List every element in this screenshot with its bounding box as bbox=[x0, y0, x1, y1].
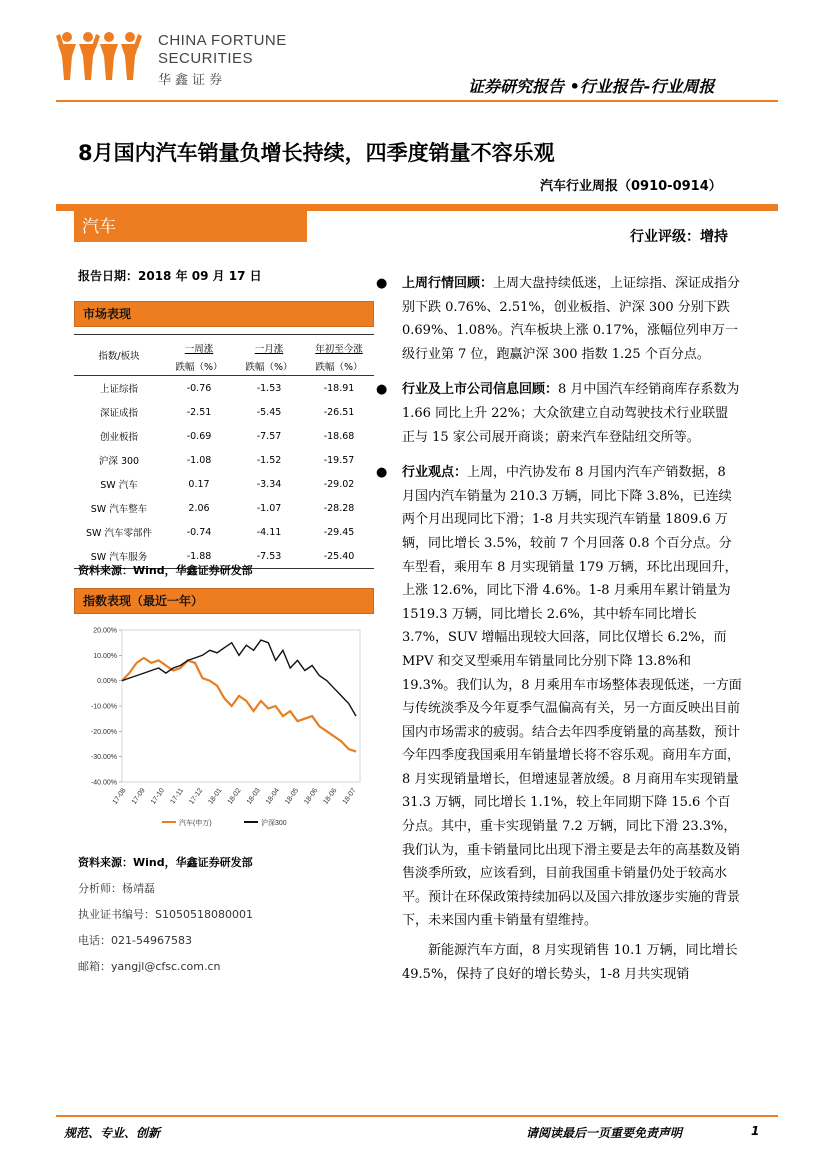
main-content bbox=[372, 272, 742, 986]
logo-name-en-2: SECURITIES bbox=[158, 50, 254, 67]
cell-ytd: -26.51 bbox=[323, 406, 355, 418]
bullet-label: 行业及上市公司信息回顾： bbox=[402, 382, 559, 398]
x-tick-label: 18-02 bbox=[226, 787, 243, 806]
x-tick-label: 17-11 bbox=[169, 787, 186, 806]
table-row bbox=[74, 520, 374, 544]
table-row bbox=[74, 496, 374, 520]
analyst-phone: 电话：021-54967583 bbox=[78, 934, 192, 947]
header-divider bbox=[56, 100, 778, 102]
cell-name: 上证综指 bbox=[99, 384, 138, 395]
col-header-ytd-line1: 年初至今涨 bbox=[315, 344, 363, 355]
x-tick-label: 18-04 bbox=[264, 787, 281, 806]
y-tick-label: -20.00% bbox=[90, 728, 117, 736]
x-tick-label: 18-01 bbox=[207, 787, 224, 806]
page-title: 8月国内汽车销量负增长持续，四季度销量不容乐观 bbox=[78, 141, 555, 165]
bullet-text bbox=[402, 378, 742, 449]
analyst-email: 邮箱：yangjl@cfsc.com.cn bbox=[78, 960, 221, 973]
analyst-license: 执业证书编号：S1050518080001 bbox=[78, 908, 253, 921]
x-tick-label: 18-03 bbox=[245, 787, 262, 806]
cell-week: 0.17 bbox=[188, 478, 210, 490]
bullet-icon: ● bbox=[376, 465, 388, 481]
x-tick-label: 18-06 bbox=[322, 787, 339, 806]
col-header-name: 指数/板块 bbox=[98, 351, 140, 362]
bullet-body: 上周大盘持续低迷，上证综指、深证成指分别下跌 0.76%、2.51%，创业板指、沪深 300 分别下跌 0.69%、1.08%。汽车板块上涨 0.17%，涨幅位列申万一级行业第 7 位，跑赢沪深 300 指数 1.25 个百分点。 bbox=[402, 276, 741, 362]
chart-source: 资料来源：Wind，华鑫证券研发部 bbox=[78, 856, 253, 869]
x-tick-label: 18-07 bbox=[341, 787, 358, 806]
x-tick-label: 18-05 bbox=[284, 787, 301, 806]
cell-month: -1.53 bbox=[256, 382, 282, 394]
cell-name: 深证成指 bbox=[99, 408, 138, 419]
y-tick-label: 10.00% bbox=[93, 652, 117, 660]
x-tick-label: 17-10 bbox=[149, 787, 166, 806]
col-header-week bbox=[164, 335, 234, 358]
y-tick-label: 20.00% bbox=[93, 627, 117, 635]
col-header-ytd bbox=[304, 335, 374, 358]
cell-name: 沪深 300 bbox=[98, 456, 140, 467]
cell-ytd: -28.28 bbox=[323, 502, 355, 514]
page-subtitle: 汽车行业周报（0910-0914） bbox=[540, 179, 722, 194]
x-tick-label: 18-06 bbox=[303, 787, 320, 806]
bullet-body: 上周，中汽协发布 8 月国内汽车产销数据，8 月国内汽车销量为 210.3 万辆，同比下降 3.8%，已连续两个月出现同比下滑；1-8 月共实现汽车销量 1809.6 万辆，同比增长 3.5%，较前 7 个月回落 0.8 个百分点。分车型看，乘用车 8 月实现销量 179 万辆，环比出现回升，上涨 12.6%，同比下滑 4.6%。1-8 月乘用车累计销量为 1519.3 万辆，同比增长 2.6%，其中轿车同比增长 3.7%，SUV 增幅出现较大回落，同比仅增长 6.2%，而 MPV 和交叉型乘用车销量同比分别下降 13.8%和 19.3%。我们认为，8 月乘用车市场整体表现低迷，一方面与传统淡季及今年夏季气温偏高有关，另一方面反映出目前国内市场需求的疲弱。结合去年四季度销量的高基数，预计今年四季度我国乘用车销量增长将不容乐观。商用车方面，8 月实现销量增长，但增速显著放缓。8 月商用车实现销量 31.3 万辆，同比增长 1.1%，较上年同期下降 15.6 个百分点。其中，重卡实现销量 7.2 万辆，同比下滑 23.3%，我们认为，重卡销量同比出现下滑主要是去年的高基数及销售淡季所致，应该看到，目前我国重卡销量仍处于较高水平。预计在环保政策持续加码以及国六排放逐步实施的背景下，未来国内重卡销量有望维持。 bbox=[402, 465, 742, 929]
series-line-1 bbox=[122, 640, 356, 716]
col-header-ytd-line2: 跌幅（%） bbox=[315, 362, 363, 373]
cell-week: -0.74 bbox=[186, 526, 212, 538]
sector-label: 汽车 bbox=[82, 217, 116, 237]
cell-week: 2.06 bbox=[188, 502, 210, 514]
logo-name-cn: 华鑫证券 bbox=[158, 73, 227, 88]
y-tick-label: -30.00% bbox=[90, 754, 117, 762]
y-tick-label: 0.00% bbox=[97, 678, 117, 686]
cell-name: 创业板指 bbox=[99, 432, 138, 443]
cell-ytd: -25.40 bbox=[323, 550, 355, 562]
cell-week: -0.76 bbox=[186, 382, 212, 394]
bullet-text bbox=[402, 461, 742, 933]
logo-name-en-1: CHINA FORTUNE bbox=[158, 32, 287, 49]
bullet-text bbox=[402, 272, 742, 366]
bullet-icon: ● bbox=[376, 382, 388, 398]
cell-week: -2.51 bbox=[186, 406, 212, 418]
bullet-icon: ● bbox=[376, 276, 388, 291]
paragraph-nev: 新能源汽车方面，8 月实现销售 10.1 万辆，同比增长 49.5%，保持了良好的增长势头，1-8 月共实现销 bbox=[402, 943, 738, 982]
bullet-market-review bbox=[372, 272, 742, 366]
legend-label: 沪深300 bbox=[261, 820, 287, 827]
table-row bbox=[74, 472, 374, 496]
cell-ytd: -29.02 bbox=[323, 478, 355, 490]
table-row bbox=[74, 376, 374, 401]
bullet-industry-view bbox=[372, 461, 742, 933]
cell-name: SW 汽车整车 bbox=[90, 504, 148, 515]
bullet-body: 8 月中国汽车经销商库存系数为 1.66 同比上升 22%；大众欲建立自动驾驶技术行业联盟 正与 15 家公司展开商谈；蔚来汽车登陆纽交所等。 bbox=[402, 382, 740, 445]
cell-name: SW 汽车 bbox=[100, 480, 138, 491]
x-tick-label: 17-09 bbox=[130, 787, 147, 806]
footer-slogan: 规范、专业、创新 bbox=[64, 1126, 161, 1140]
market-table bbox=[74, 334, 374, 569]
bullet-label: 行业观点： bbox=[402, 465, 468, 481]
col-header-week-line2: 跌幅（%） bbox=[175, 362, 223, 373]
page-number: 1 bbox=[751, 1124, 760, 1138]
cell-ytd: -29.45 bbox=[323, 526, 355, 538]
cell-month: -1.07 bbox=[256, 502, 282, 514]
table-row bbox=[74, 400, 374, 424]
cell-name: SW 汽车零部件 bbox=[86, 528, 152, 539]
report-date: 报告日期：2018 年 09 月 17 日 bbox=[78, 269, 262, 283]
cell-name: SW 汽车服务 bbox=[90, 552, 148, 563]
index-chart bbox=[74, 620, 374, 835]
series-line-0 bbox=[122, 658, 356, 752]
cell-month: -1.52 bbox=[256, 454, 282, 466]
cell-month: -3.34 bbox=[256, 478, 282, 490]
table-row bbox=[74, 448, 374, 472]
cell-month: -5.45 bbox=[256, 406, 282, 418]
index-chart-svg bbox=[74, 620, 374, 835]
index-chart-header: 指数表现（最近一年） bbox=[74, 588, 374, 614]
footer-divider bbox=[56, 1115, 778, 1117]
y-tick-label: -40.00% bbox=[90, 779, 117, 787]
company-logo bbox=[56, 28, 142, 84]
bullet-industry-news bbox=[372, 378, 742, 449]
cell-ytd: -19.57 bbox=[323, 454, 355, 466]
industry-rating: 行业评级：增持 bbox=[630, 229, 728, 245]
logo-figures-icon bbox=[56, 28, 142, 84]
table-row bbox=[74, 424, 374, 448]
cell-week: -1.08 bbox=[186, 454, 212, 466]
cell-ytd: -18.91 bbox=[323, 382, 355, 394]
table-source: 资料来源：Wind，华鑫证券研发部 bbox=[78, 564, 253, 577]
col-header-week-line1: 一周涨 bbox=[184, 344, 214, 355]
x-tick-label: 17-12 bbox=[188, 787, 205, 806]
cell-month: -7.53 bbox=[256, 550, 282, 562]
x-tick-label: 17-08 bbox=[111, 787, 128, 806]
cell-month: -7.57 bbox=[256, 430, 282, 442]
cell-week: -0.69 bbox=[186, 430, 212, 442]
col-header-month-line2: 跌幅（%） bbox=[245, 362, 293, 373]
cell-month: -4.11 bbox=[256, 526, 282, 538]
col-header-month bbox=[234, 335, 304, 358]
cell-week: -1.88 bbox=[186, 550, 212, 562]
report-type: 证券研究报告 •行业报告-行业周报 bbox=[468, 77, 715, 96]
cell-ytd: -18.68 bbox=[323, 430, 355, 442]
legend-label: 汽车(申万) bbox=[179, 820, 212, 827]
col-header-month-line1: 一月涨 bbox=[254, 344, 284, 355]
market-section-header: 市场表现 bbox=[74, 301, 374, 327]
table-header-row bbox=[74, 335, 374, 358]
footer-disclaimer: 请阅读最后一页重要免责声明 bbox=[526, 1126, 683, 1140]
analyst-name: 分析师：杨靖磊 bbox=[78, 882, 155, 895]
bullet-label: 上周行情回顾： bbox=[402, 276, 494, 291]
y-tick-label: -10.00% bbox=[90, 703, 117, 711]
